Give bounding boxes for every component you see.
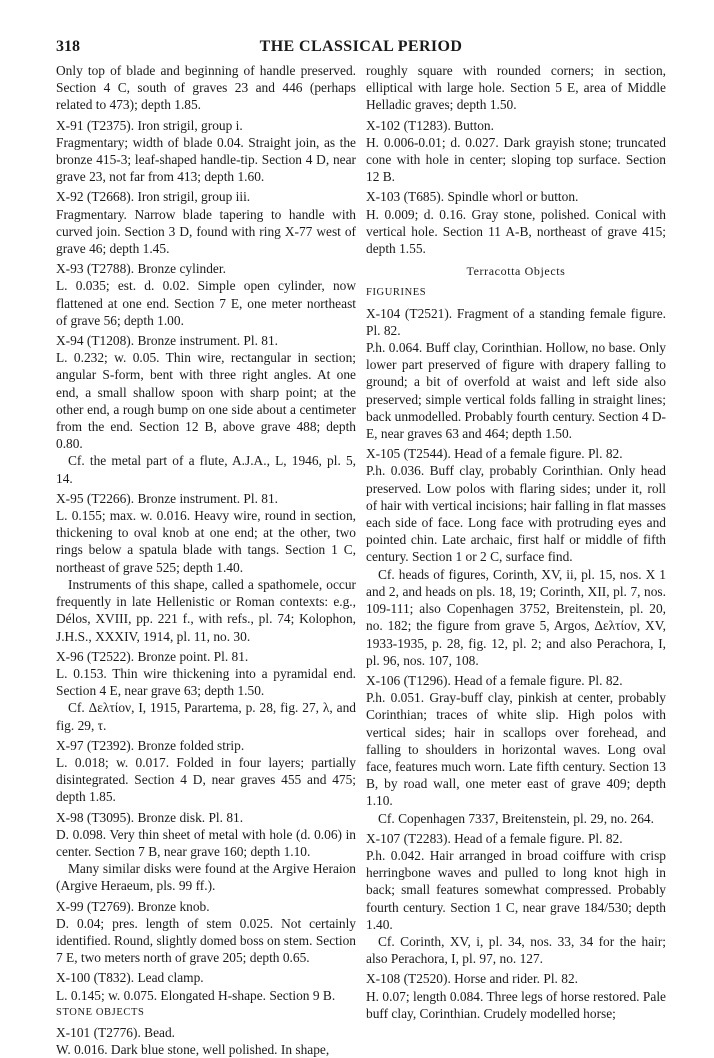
entry-description: H. 0.009; d. 0.16. Gray stone, polished. Conical with vertical hole. Section 11 A-B, northeast of grave 415; depth 1.55.: [366, 206, 666, 257]
right-column: [366, 62, 666, 1022]
entry-comparison-note: Cf. Δελτίον, I, 1915, Parartema, p. 28, fig. 27, λ, and fig. 29, τ.: [56, 700, 356, 733]
entry-heading: X-99 (T2769). Bronze knob.: [56, 898, 210, 914]
catalogue-entry-x97: [56, 737, 356, 806]
entry-heading: X-100 (T832). Lead clamp.: [56, 970, 204, 986]
entry-heading: X-91 (T2375). Iron strigil, group i.: [56, 117, 243, 133]
catalogue-entry-x100: [56, 969, 356, 1003]
entry-heading: X-104 (T2521). Fragment of a standing female figure. Pl. 82.: [366, 305, 666, 338]
entry-description: P.h. 0.051. Gray-buff clay, pinkish at center, probably Corinthian; traces of white slip. High polos with vertical sides; hair in scallops over forehead, and falling to shoulders in horizontal waves. Long oval face, features much worn. Late fifth century. Section 13 B, by road wall, one meter east of grave 409; depth 1.10.: [366, 690, 666, 809]
intro-paragraph: Only top of blade and beginning of handle preserved. Section 4 C, south of graves 23 and 446 (perhaps related to 473); depth 1.85.: [56, 63, 356, 113]
entry-description: L. 0.155; max. w. 0.016. Heavy wire, round in section, thickening to oval knob at one end; at the other, two rings below a spatula blade with tangs. Section 1 C, northeast of grave 525; depth 1.40.: [56, 508, 356, 575]
entry-heading: X-106 (T1296). Head of a female figure. Pl. 82.: [366, 672, 623, 688]
entry-description: H. 0.006-0.01; d. 0.027. Dark grayish stone; truncated cone with hole in center; sloping top surface. Section 12 B.: [366, 134, 666, 185]
entry-heading: X-95 (T2266). Bronze instrument. Pl. 81.: [56, 490, 279, 506]
entry-description: L. 0.018; w. 0.017. Folded in four layers; partially disintegrated. Section 4 D, near graves 455 and 475; depth 1.85.: [56, 754, 356, 805]
entry-comparison-note: Cf. the metal part of a flute, A.J.A., L, 1946, pl. 5, 14.: [56, 453, 356, 486]
catalogue-entry-x105: [366, 445, 666, 669]
entry-description: L. 0.232; w. 0.05. Thin wire, rectangular in section; angular S-form, bent with three right angles. At one end, a small shallow spoon with sharp point; at the other end, a rough bump on one side about a centimeter from the end. Section 12 B, above grave 488; depth 0.80.: [56, 350, 356, 452]
entry-heading: X-97 (T2392). Bronze folded strip.: [56, 737, 245, 753]
catalogue-entry-x101: [56, 1024, 356, 1058]
left-column: [56, 62, 356, 1058]
entry-description: L. 0.145; w. 0.075. Elongated H-shape. Section 9 B.: [56, 987, 336, 1003]
entry-heading: X-92 (T2668). Iron strigil, group iii.: [56, 189, 251, 205]
running-title: THE CLASSICAL PERIOD: [259, 38, 463, 55]
entry-heading: X-102 (T1283). Button.: [366, 117, 494, 133]
continued-description: roughly square with rounded corners; in section, elliptical with large hole. Section 5 E, area of Middle Helladic graves; depth 1.50.: [366, 63, 666, 113]
section-heading-stone-objects: STONE OBJECTS: [56, 1006, 145, 1018]
entry-description: W. 0.016. Dark blue stone, well polished. In shape,: [56, 1042, 330, 1058]
entry-description: H. 0.07; length 0.084. Three legs of horse restored. Pale buff clay, Corinthian. Crudely modelled horse;: [366, 988, 666, 1021]
catalogue-entry-x92: [56, 188, 356, 257]
catalogue-entry-x103: [366, 188, 666, 257]
entry-comparison-note: Cf. heads of figures, Corinth, XV, ii, pl. 15, nos. X 1 and 2, and heads on pls. 18, 19; Corinth, XII, pl. 7, nos. 109-111; also Copenhagen 3752, Breitenstein, pl. 20, no. 182; the figure from grave 5, Argos, Δελτίον, XV, 1933-1935, p. 28, fig. 12, pl. 2; and also Perachora, I, pl. 96, nos. 107, 108.: [366, 566, 666, 668]
entry-description: P.h. 0.064. Buff clay, Corinthian. Hollow, no base. Only lower part preserved of figure with drapery falling to ground; a bit of overfold at waist and left side also preserved; simple vertical folds falling in straight lines; back unmodelled. Probably fourth century. Section 4 D-E, near graves 63 and 464; depth 1.50.: [366, 340, 666, 442]
entry-description: D. 0.04; pres. length of stem 0.025. Not certainly identified. Round, slightly domed boss on stem. Section 7 E, two meters north of grave 205; depth 0.65.: [56, 915, 356, 966]
catalogue-entry-x106: [366, 672, 666, 827]
catalogue-entry-x99: [56, 898, 356, 967]
catalogue-entry-x94: [56, 332, 356, 487]
entry-comparison-note: Many similar disks were found at the Argive Heraion (Argive Heraeum, pls. 99 ff.).: [56, 861, 356, 894]
entry-heading: X-96 (T2522). Bronze point. Pl. 81.: [56, 648, 249, 664]
entry-description: P.h. 0.042. Hair arranged in broad coiffure with crisp herringbone waves and pulled to long knot high in back; small features somewhat compressed. Probably fourth century. Section 1 C, near grave 184/530; depth 1.40.: [366, 847, 666, 932]
entry-heading: X-103 (T685). Spindle whorl or button.: [366, 189, 579, 205]
entry-description: P.h. 0.036. Buff clay, probably Corinthian. Only head preserved. Low polos with flaring sides; under it, roll of hair with vertical incisions; hair falling in flat masses each side of face. Long face with protruding eyes and pointed chin. Late archaic, first half or middle of fifth century. Section 1 or 2 C, surface find.: [366, 463, 666, 565]
catalogue-entry-x91: [56, 117, 356, 186]
entry-description: Fragmentary. Narrow blade tapering to handle with curved join. Section 3 D, found with ring X-77 west of grave 46; depth 1.45.: [56, 206, 356, 257]
catalogue-entry-x107: [366, 830, 666, 968]
entry-description: Fragmentary; width of blade 0.04. Straight join, as the bronze 415-3; leaf-shaped handle-tip. Section 4 D, near grave 23, not far from 413; depth 1.60.: [56, 134, 356, 185]
entry-heading: X-107 (T2283). Head of a female figure. Pl. 82.: [366, 830, 623, 846]
entry-description: L. 0.153. Thin wire thickening into a pyramidal end. Section 4 E, near grave 63; depth 1.50.: [56, 665, 356, 699]
entry-comparison-note: Cf. Copenhagen 7337, Breitenstein, pl. 29, no. 264.: [378, 810, 654, 826]
subsection-heading-figurines: FIGURINES: [366, 287, 427, 299]
catalogue-entry-x95: [56, 490, 356, 645]
catalogue-entry-x93: [56, 260, 356, 329]
entry-comparison-note: Cf. Corinth, XV, i, pl. 34, nos. 33, 34 for the hair; also Perachora, I, pl. 97, no. 127.: [366, 933, 666, 967]
catalogue-entry-x96: [56, 648, 356, 734]
entry-heading: X-101 (T2776). Bead.: [56, 1024, 175, 1040]
entry-heading: X-93 (T2788). Bronze cylinder.: [56, 261, 226, 277]
catalogue-entry-x98: [56, 809, 356, 895]
entry-comparison-note: Instruments of this shape, called a spathomele, occur frequently in late Hellenistic or Roman contexts: e.g., Délos, XVIII, pp. 221 f., with refs., pl. 74; Kolophon, J.H.S., XXXIV, 1914, pl. 11, no. 30.: [56, 576, 356, 644]
entry-heading: X-98 (T3095). Bronze disk. Pl. 81.: [56, 809, 244, 825]
page-number: 318: [56, 38, 80, 55]
entry-heading: X-94 (T1208). Bronze instrument. Pl. 81.: [56, 333, 279, 349]
entry-heading: X-105 (T2544). Head of a female figure. Pl. 82.: [366, 446, 623, 462]
entry-description: D. 0.098. Very thin sheet of metal with hole (d. 0.06) in center. Section 7 B, near grave 160; depth 1.10.: [56, 826, 356, 859]
section-heading-terracotta-objects: Terracotta Objects: [466, 264, 566, 279]
catalogue-entry-x102: [366, 117, 666, 186]
entry-description: L. 0.035; est. d. 0.02. Simple open cylinder, now flattened at one end. Section 7 E, one meter northeast of grave 56; depth 1.00.: [56, 278, 356, 328]
catalogue-entry-x108: [366, 970, 666, 1022]
entry-heading: X-108 (T2520). Horse and rider. Pl. 82.: [366, 971, 578, 987]
page-header: [56, 38, 666, 62]
catalogue-entry-x104: [366, 305, 666, 443]
